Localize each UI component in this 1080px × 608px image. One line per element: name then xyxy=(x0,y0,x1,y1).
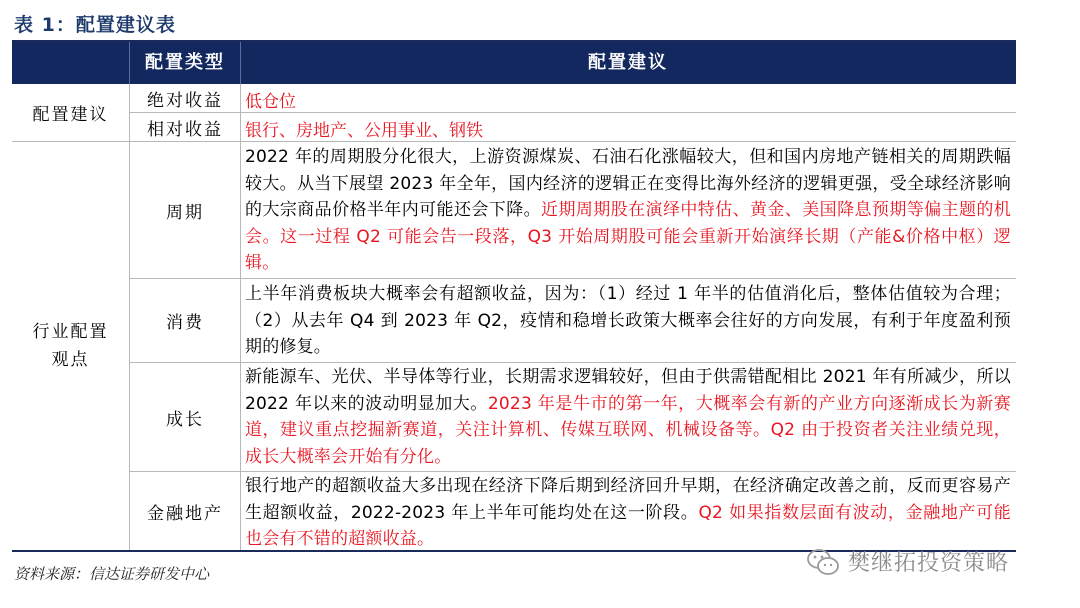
source-note: 资料来源：信达证券研发中心 xyxy=(14,565,210,583)
watermark-text: 樊继拓投资策略 xyxy=(848,551,1010,576)
row-type-cyclical: 周期 xyxy=(166,202,204,223)
header-config-type: 配置类型 xyxy=(145,52,225,73)
group-label-config: 配置建议 xyxy=(32,105,109,125)
advice-text: 银行地产的超额收益大多出现在经济下降后期到经济回升早期，在经济确定改善之前，反而更容易产生超额收益，2022-2023 年上半年可能均处在这一阶段。 xyxy=(245,476,1011,523)
config-table xyxy=(12,40,1016,552)
group-label-line: 观点 xyxy=(51,350,90,370)
grid-line xyxy=(129,362,1016,363)
row-type-absolute: 绝对收益 xyxy=(147,90,223,111)
advice-text: 上半年消费板块大概率会有超额收益，因为：（1）经过 1 年半的估值消化后，整体估值较为合理；（2）从去年 Q4 到 2023 年 Q2，疫情和稳增长政策大概率会往好的方向发展，有利于年度盈利预期的修复。 xyxy=(245,284,1011,357)
grid-line xyxy=(129,112,1016,113)
row-type-consumer: 消费 xyxy=(166,313,204,333)
row-advice-consumer xyxy=(245,281,1011,361)
advice-text: 新能源车、光伏、半导体等行业，长期需求逻辑较好，但由于供需错配相比 2021 年有所减少，所以 2022 年以来的波动明显加大。 xyxy=(245,367,1011,414)
row-advice-absolute: 低仓位 xyxy=(245,92,296,112)
row-type-relative: 相对收益 xyxy=(147,119,223,140)
advice-text-highlight: Q2 如果指数层面有波动，金融地产可能也会有不错的超额收益。 xyxy=(245,502,1011,549)
advice-text-highlight: 2023 年是牛市的第一年，大概率会有新的产业方向逐渐成长为新赛道，建议重点挖掘新赛道，关注计算机、传媒互联网、机械设备等。Q2 由于投资者关注业绩兑现，成长大概率会开始有分化。 xyxy=(245,393,1011,467)
grid-line xyxy=(129,278,1016,279)
wechat-icon xyxy=(806,547,840,577)
row-type-growth: 成长 xyxy=(166,409,204,430)
row-type-financial-realestate: 金融地产 xyxy=(147,503,223,524)
row-advice-cyclical xyxy=(245,144,1011,277)
group-label-line: 行业配置 xyxy=(32,322,109,342)
row-advice-financial-realestate xyxy=(245,473,1011,553)
watermark xyxy=(806,546,1009,577)
advice-text-highlight: 近期周期股在演绎中特估、黄金、美国降息预期等偏主题的机会。这一过程 Q2 可能会告一段落，Q3 开始周期股可能会重新开始演绎长期（产能&价格中枢）逻辑。 xyxy=(245,200,1012,273)
grid-line xyxy=(240,84,241,550)
header-divider xyxy=(240,42,241,84)
group-label-industry xyxy=(12,142,129,550)
header-config-advice: 配置建议 xyxy=(588,52,668,73)
row-advice-relative: 银行、房地产、公用事业、钢铁 xyxy=(245,121,483,141)
table-header xyxy=(12,42,1016,84)
table-title: 表 1：配置建议表 xyxy=(14,14,176,36)
grid-line xyxy=(129,471,1016,472)
advice-text: 2022 年的周期股分化很大，上游资源煤炭、石油石化涨幅较大，但和国内房地产链相关的周期跌幅较大。从当下展望 2023 年全年，国内经济的逻辑正在变得比海外经济的逻辑更强，受全球经济影响的大宗商品价格半年内可能还会下降。 xyxy=(245,147,1011,220)
header-divider xyxy=(129,42,130,84)
row-advice-growth xyxy=(245,364,1011,470)
